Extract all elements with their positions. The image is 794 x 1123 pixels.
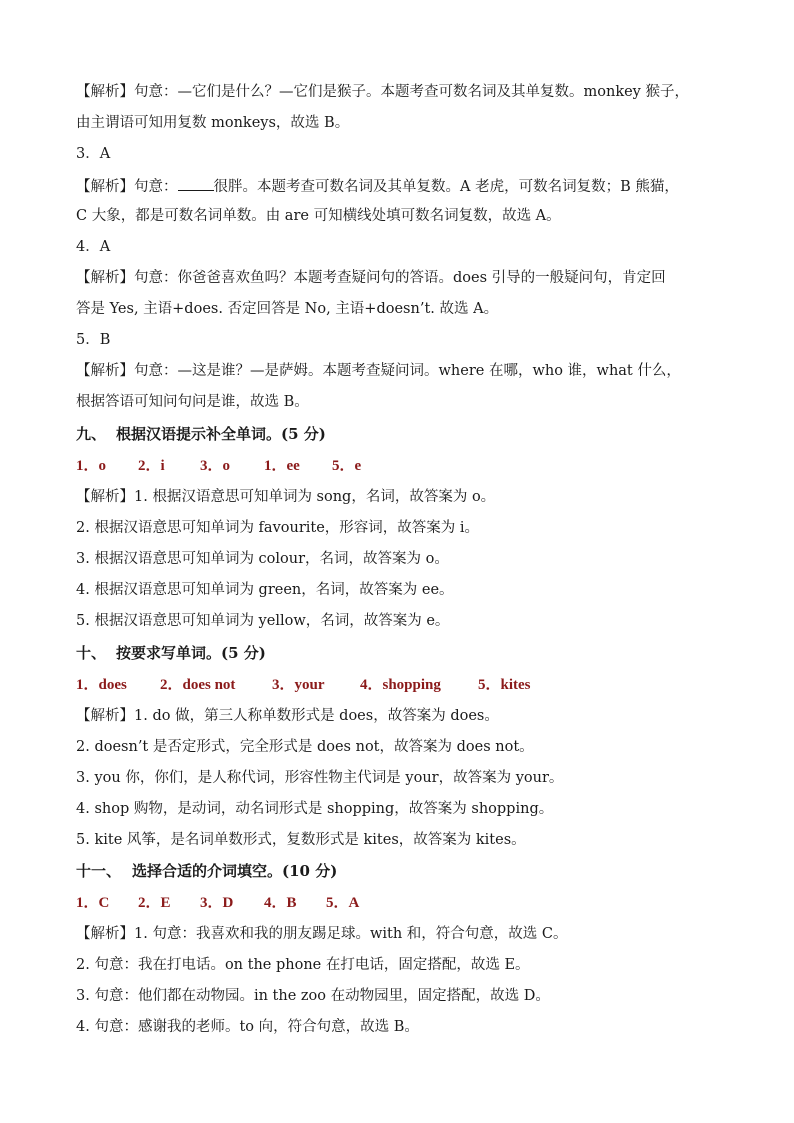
analysis-4-line-2: 答是 Yes, 主语+does. 否定回答是 No, 主语+doesn’t. 故选 A。 [76, 301, 499, 317]
section-11-answer: 3．D [200, 895, 234, 911]
section-9-answers [76, 456, 754, 476]
section-9-note: 【解析】1. 根据汉语意思可知单词为 song，名词，故答案为 o。 [76, 489, 496, 505]
section-10-heading [76, 643, 754, 663]
section-11-answer: 5．A [326, 895, 360, 911]
analysis-3-prefix: 【解析】句意： [76, 179, 178, 195]
section-10-answer: 2．does not [160, 677, 236, 693]
section-11-heading [76, 861, 754, 881]
section-11-answers [76, 893, 754, 913]
section-10-answer: 5．kites [478, 677, 531, 693]
section-10-note: 2. doesn’t 是否定形式，完全形式是 does not，故答案为 does not。 [76, 739, 534, 755]
analysis-3-line-1 [76, 176, 754, 196]
analysis-2-line-1: 【解析】句意：—它们是什么？—它们是猴子。本题考查可数名词及其单复数。monkey 猴子， [76, 84, 689, 100]
answer-5: 5．B [76, 332, 111, 348]
answer-3: 3．A [76, 146, 111, 162]
section-11-answer: 1．C [76, 895, 110, 911]
section-9-answer: 1．o [76, 458, 107, 474]
section-9-heading [76, 424, 754, 444]
section-11-number: 十一、 [76, 862, 122, 880]
section-11-note: 2. 句意：我在打电话。on the phone 在打电话，固定搭配，故选 E。 [76, 957, 530, 973]
section-11-answer: 4．B [264, 895, 297, 911]
section-10-answer: 4．shopping [360, 677, 441, 693]
section-9-answer: 3．o [200, 458, 231, 474]
section-10-answer: 3．your [272, 677, 325, 693]
section-9-answer: 1．ee [264, 458, 300, 474]
analysis-4-line-1: 【解析】句意：你爸爸喜欢鱼吗？本题考查疑问句的答语。does 引导的一般疑问句，肯定回 [76, 270, 666, 286]
section-11-answer: 2．E [138, 895, 171, 911]
section-10-number: 十、 [76, 644, 107, 662]
section-10-note: 4. shop 购物，是动词，动名词形式是 shopping，故答案为 shopping。 [76, 801, 554, 817]
section-11-title: 选择合适的介词填空。(10 分) [132, 862, 338, 880]
section-11-note: 3. 句意：他们都在动物园。in the zoo 在动物园里，固定搭配，故选 D。 [76, 988, 550, 1004]
section-9-note: 5. 根据汉语意思可知单词为 yellow，名词，故答案为 e。 [76, 613, 450, 629]
section-9-note: 4. 根据汉语意思可知单词为 green，名词，故答案为 ee。 [76, 582, 454, 598]
analysis-3-line-2: C 大象，都是可数名词单数。由 are 可知横线处填可数名词复数，故选 A。 [76, 208, 561, 224]
section-11-note: 【解析】1. 句意：我喜欢和我的朋友踢足球。with 和，符合句意，故选 C。 [76, 926, 568, 942]
section-10-note: 3. you 你，你们，是人称代词，形容性物主代词是 your，故答案为 your。 [76, 770, 564, 786]
section-10-note: 5. kite 风筝，是名词单数形式，复数形式是 kites，故答案为 kites。 [76, 832, 526, 848]
answer-4: 4．A [76, 239, 111, 255]
analysis-5-line-2: 根据答语可知问句问是谁，故选 B。 [76, 394, 309, 410]
section-10-title: 按要求写单词。(5 分) [116, 644, 266, 662]
analysis-5-line-1: 【解析】句意：—这是谁？—是萨姆。本题考查疑问词。where 在哪，who 谁，what 什么， [76, 363, 681, 379]
section-10-answers [76, 675, 754, 695]
section-10-answer: 1．does [76, 677, 127, 693]
section-9-answer: 2．i [138, 458, 165, 474]
section-9-note: 2. 根据汉语意思可知单词为 favourite，形容词，故答案为 i。 [76, 520, 480, 536]
blank-line [178, 176, 214, 191]
section-9-note: 3. 根据汉语意思可知单词为 colour，名词，故答案为 o。 [76, 551, 449, 567]
section-9-number: 九、 [76, 425, 107, 443]
analysis-3-text: 很胖。本题考查可数名词及其单复数。A 老虎，可数名词复数；B 熊猫， [213, 179, 679, 195]
analysis-2-line-2: 由主谓语可知用复数 monkeys，故选 B。 [76, 115, 350, 131]
section-9-title: 根据汉语提示补全单词。(5 分) [116, 425, 326, 443]
section-11-note: 4. 句意：感谢我的老师。to 向，符合句意，故选 B。 [76, 1019, 419, 1035]
section-10-note: 【解析】1. do 做，第三人称单数形式是 does，故答案为 does。 [76, 708, 499, 724]
section-9-answer: 5．e [332, 458, 362, 474]
